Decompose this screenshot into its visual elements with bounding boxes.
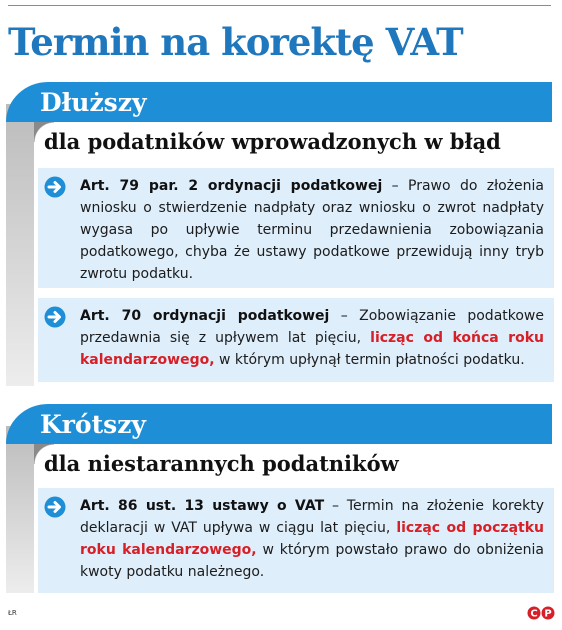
article-ref: Art. 79 par. 2 ordynacji podatkowej <box>80 178 383 194</box>
article-text: – Termin na złożenie korekty deklaracji w VAT upływa w ciągu lat pięciu, <box>80 498 544 536</box>
top-rule <box>8 5 551 6</box>
box-text <box>80 495 544 583</box>
section-header <box>6 404 552 444</box>
copyright-logo <box>527 606 557 620</box>
article-text-end: w którym upłynął termin płatności podatku. <box>214 352 525 368</box>
box-text <box>80 175 544 285</box>
section-subheading: dla podatników wprowadzonych w błąd <box>44 129 501 154</box>
svg-text:P: P <box>544 608 552 620</box>
info-box <box>38 298 554 382</box>
article-ref: Art. 70 ordynacji podatkowej <box>80 308 330 324</box>
section-header <box>6 82 552 122</box>
section-heading: Dłuższy <box>40 87 147 117</box>
article-text: – Zobowiązanie podatkowe przedawnia się z upływem lat pięciu, <box>80 308 544 346</box>
info-box <box>38 488 554 593</box>
article-text: – Prawo do złożenia wniosku o stwierdzenie nadpłaty oraz wniosku o zwrot nadpłaty wygasa po upływie terminu przedawnienia zobowiązania podatkowego, chyba że ustawy podatkowe przewidują inny tryb zwrotu podatku. <box>80 178 544 282</box>
box-text <box>80 305 544 371</box>
section-side-bar <box>6 426 34 593</box>
section-heading: Krótszy <box>40 409 146 439</box>
page-title: Termin na korektę VAT <box>8 20 463 64</box>
section-longer <box>6 82 554 386</box>
author-initials: ŁR <box>8 609 17 617</box>
article-ref: Art. 86 ust. 13 ustawy o VAT <box>80 498 325 514</box>
arrow-right-icon <box>44 306 66 328</box>
info-box <box>38 168 554 288</box>
section-side-bar <box>6 104 34 386</box>
section-subheading: dla niestarannych podatników <box>44 451 399 476</box>
highlighted-text: licząc od początku roku kalendarzowego, <box>80 520 544 558</box>
arrow-right-icon <box>44 496 66 518</box>
arrow-right-icon <box>44 176 66 198</box>
svg-text:C: C <box>530 608 538 620</box>
section-shorter <box>6 404 554 593</box>
article-text-end: w którym powstało prawo do obniżenia kwoty podatku należnego. <box>80 542 545 580</box>
highlighted-text: licząc od końca roku kalendarzowego, <box>80 330 544 368</box>
